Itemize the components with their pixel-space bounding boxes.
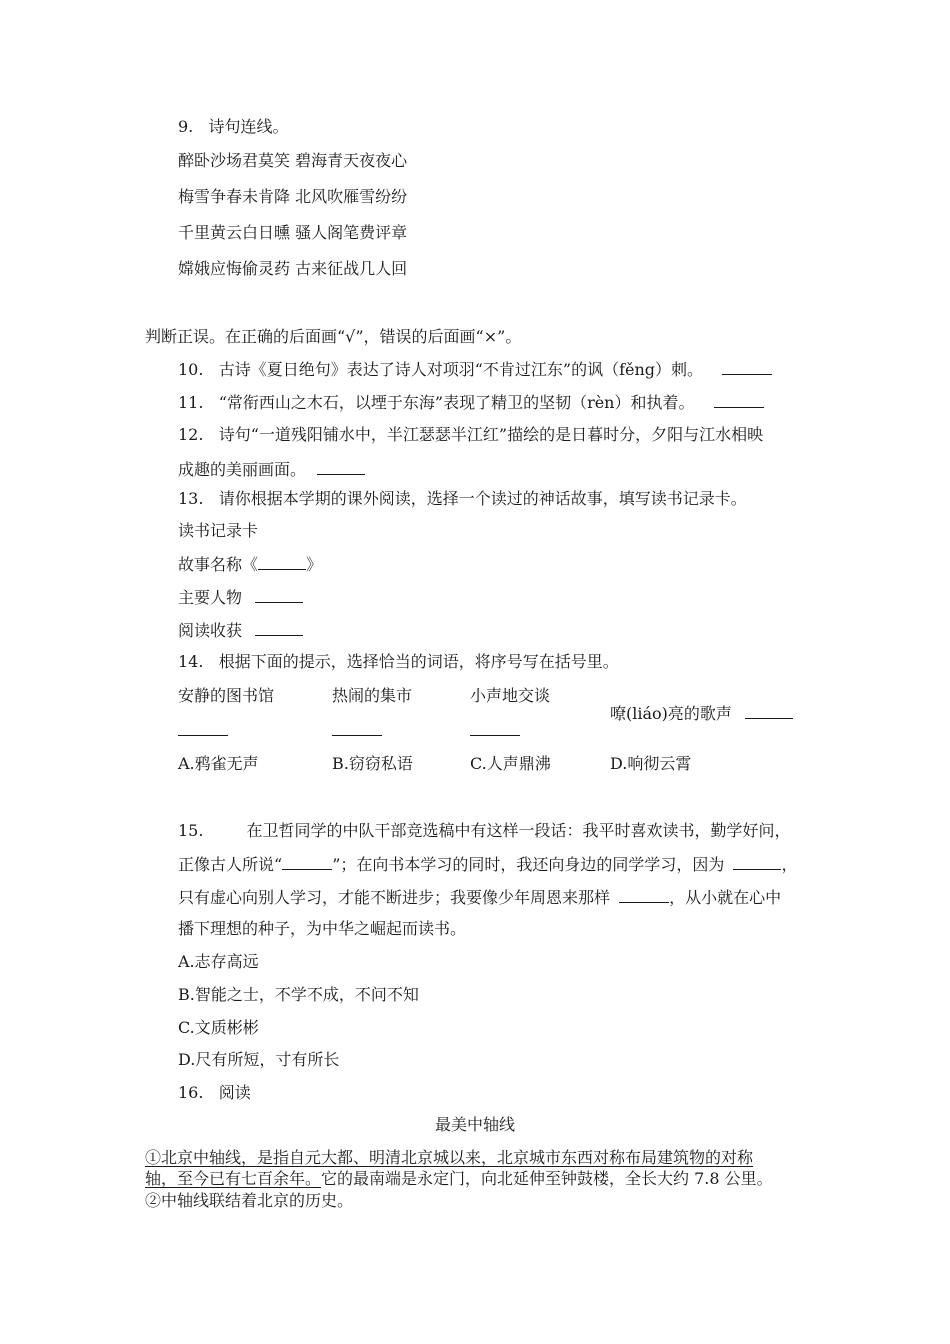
underlined-sentence: 轴，至今已有七百余年。 xyxy=(145,1169,322,1188)
gains-label: 阅读收获 xyxy=(178,621,243,640)
passage-title: 最美中轴线 xyxy=(434,1115,515,1134)
story-name-row xyxy=(178,553,322,576)
question-15-text: 在卫哲同学的中队干部竞选稿中有这样一段话：我平时喜欢读书，勤学好问， xyxy=(246,821,791,840)
q9-label: 9. 诗句连线。 xyxy=(178,117,289,136)
characters-blank[interactable] xyxy=(255,586,303,603)
answer-blank-row xyxy=(332,719,382,742)
question-11 xyxy=(178,391,764,414)
option-item: C.人声鼎沸 xyxy=(470,754,551,773)
question-12-text: 成趣的美丽画面。 xyxy=(178,460,307,479)
option-item: A.志存高远 xyxy=(178,952,259,971)
gains-row xyxy=(178,619,303,642)
question-12-line1: 12. 诗句“一道残阳铺水中，半江瑟瑟半江红”描绘的是日暮时分，夕阳与江水相映 xyxy=(178,425,764,444)
question-15-line1 xyxy=(178,820,791,842)
answer-blank[interactable] xyxy=(178,719,228,736)
passage-paragraph-2: ②中轴线联结着北京的历史。 xyxy=(145,1191,354,1210)
prompt-item: 安静的图书馆 xyxy=(178,686,275,705)
question-15-text: ”；在向书本学习的同时，我还向身边的同学学习，因为 xyxy=(332,855,725,874)
reading-card-title: 读书记录卡 xyxy=(178,521,259,540)
answer-blank[interactable] xyxy=(317,458,365,475)
answer-blank[interactable] xyxy=(722,358,772,375)
poem-line: 醉卧沙场君莫笑 碧海青天夜夜心 xyxy=(178,151,408,170)
question-15-text: ， xyxy=(781,855,798,874)
answer-blank[interactable] xyxy=(714,391,764,408)
answer-blank-row xyxy=(470,719,520,742)
characters-row xyxy=(178,586,303,609)
answer-blank[interactable] xyxy=(282,853,332,870)
question-11-text: 11. “常衔西山之木石，以堙于东海”表现了精卫的坚韧（rèn）和执着。 xyxy=(178,393,695,412)
question-10-text: 10. 古诗《夏日绝句》表达了诗人对项羽“不肯过江东”的讽（fěng）刺。 xyxy=(178,360,704,379)
answer-blank[interactable] xyxy=(733,853,781,870)
option-item: D.尺有所短，寸有所长 xyxy=(178,1050,340,1069)
question-15-line4: 播下理想的种子，为中华之崛起而读书。 xyxy=(178,919,467,938)
question-14-stem: 14. 根据下面的提示，选择恰当的词语，将序号写在括号里。 xyxy=(178,652,619,671)
story-name-label: 故事名称《 xyxy=(178,555,259,574)
question-10 xyxy=(178,358,772,381)
answer-blank[interactable] xyxy=(332,719,382,736)
question-15-text: 只有虚心向别人学习，才能不断进步；我要像少年周恩来那样 xyxy=(178,888,611,907)
question-12-line2 xyxy=(178,458,365,481)
judge-heading: 判断正误。在正确的后面画“√”，错误的后面画“×”。 xyxy=(145,327,522,346)
question-13-stem: 13. 请你根据本学期的课外阅读，选择一个读过的神话故事，填写读书记录卡。 xyxy=(178,489,747,508)
poem-line: 梅雪争春未肯降 北风吹雁雪纷纷 xyxy=(178,187,408,206)
gains-blank[interactable] xyxy=(255,619,303,636)
option-item: C.文质彬彬 xyxy=(178,1018,259,1037)
characters-label: 主要人物 xyxy=(178,588,243,607)
prompt-item: 热闹的集市 xyxy=(332,686,413,705)
question-15-number: 15. xyxy=(178,821,204,840)
underlined-sentence: ①北京中轴线，是指自元大都、明清北京城以来，北京城市东西对称布局建筑物的对称 xyxy=(145,1148,754,1167)
question-16-label: 16. 阅读 xyxy=(178,1083,251,1102)
story-name-close: 》 xyxy=(306,555,323,574)
answer-blank[interactable] xyxy=(619,886,669,903)
answer-blank[interactable] xyxy=(745,702,793,719)
question-15-text: 正像古人所说“ xyxy=(178,855,283,874)
story-name-blank[interactable] xyxy=(258,553,306,570)
question-15-text: ，从小就在心中 xyxy=(669,888,782,907)
option-item: B.窃窃私语 xyxy=(332,754,413,773)
option-item: D.响彻云霄 xyxy=(610,754,692,773)
passage-text: 它的最南端是永定门，向北延伸至钟鼓楼，全长大约 7.8 公里。 xyxy=(321,1169,773,1188)
question-15-line2 xyxy=(178,853,797,876)
answer-blank-row xyxy=(178,719,228,742)
poem-line: 千里黄云白日曛 骚人阁笔费评章 xyxy=(178,223,408,242)
question-15-line3 xyxy=(178,886,781,909)
option-item: B.智能之士，不学不成，不问不知 xyxy=(178,985,419,1004)
prompt-item: 小声地交谈 xyxy=(470,686,551,705)
option-item: A.鸦雀无声 xyxy=(178,754,259,773)
prompt-item-4 xyxy=(610,702,793,725)
passage-paragraph-1-line1 xyxy=(145,1147,753,1169)
passage-paragraph-1-line2 xyxy=(145,1168,773,1190)
answer-blank[interactable] xyxy=(470,719,520,736)
poem-line: 嫦娥应悔偷灵药 古来征战几人回 xyxy=(178,259,408,278)
prompt-item: 嘹(liáo)亮的歌声 xyxy=(610,704,732,723)
